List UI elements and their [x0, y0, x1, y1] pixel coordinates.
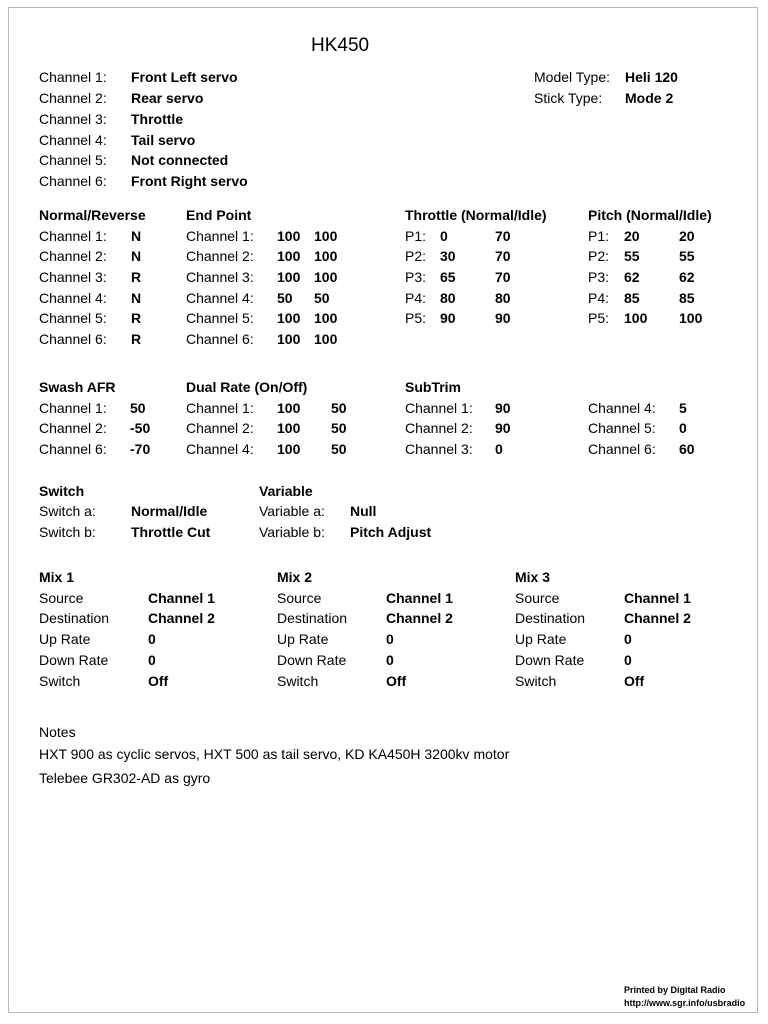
row-value-a: 100 — [277, 400, 301, 416]
channel-value: Front Left servo — [131, 69, 238, 85]
row-value-a: 90 — [440, 310, 456, 326]
row-label: Channel 3: — [186, 269, 254, 285]
row-label: Channel 6: — [39, 331, 107, 347]
row-label: Channel 2: — [39, 420, 107, 436]
row-value-b: 50 — [331, 441, 347, 457]
row-value: 0 — [386, 631, 394, 647]
row-label: Channel 2: — [186, 420, 254, 436]
row-label: Up Rate — [277, 631, 329, 647]
row-value: 90 — [495, 400, 511, 416]
row-label: Channel 5: — [588, 420, 656, 436]
row-value: N — [131, 228, 142, 244]
page-title: HK450 — [311, 35, 370, 56]
channel-label: Channel 6: — [39, 173, 107, 189]
row-value-a: 100 — [277, 420, 301, 436]
row-value: Channel 1 — [624, 590, 691, 606]
row-value: -70 — [130, 441, 151, 457]
row-value: 0 — [624, 652, 632, 668]
section-heading: Mix 2 — [277, 569, 313, 585]
channel-value: Throttle — [131, 111, 184, 127]
row-label: Channel 6: — [39, 441, 107, 457]
row-value-b: 70 — [495, 248, 511, 264]
row-label: Switch — [39, 673, 81, 689]
row-label: Channel 1: — [186, 400, 254, 416]
section-heading: Throttle (Normal/Idle) — [405, 207, 547, 223]
row-label: Channel 2: — [39, 248, 107, 264]
channel-value: Front Right servo — [131, 173, 248, 189]
row-value: Channel 2 — [386, 610, 453, 626]
row-label: Channel 3: — [39, 269, 107, 285]
row-label: Channel 1: — [186, 228, 254, 244]
row-label: Up Rate — [39, 631, 91, 647]
footer-url: http://www.sgr.info/usbradio — [624, 998, 746, 1008]
row-label: Source — [515, 590, 560, 606]
section-heading: SubTrim — [405, 379, 462, 395]
row-label: Up Rate — [515, 631, 567, 647]
row-value-b: 50 — [314, 290, 330, 306]
row-value-b: 90 — [495, 310, 511, 326]
row-value: Off — [624, 673, 645, 689]
channel-value: Not connected — [131, 152, 229, 168]
row-value-a: 80 — [440, 290, 456, 306]
row-label: Down Rate — [515, 652, 585, 668]
section-heading: Variable — [259, 483, 313, 499]
row-value: 0 — [495, 441, 503, 457]
row-label: Channel 4: — [39, 290, 107, 306]
channel-value: Tail servo — [131, 132, 196, 148]
row-label: P5: — [405, 310, 427, 326]
notes-heading: Notes — [39, 724, 76, 740]
row-value: Off — [148, 673, 169, 689]
row-value-b: 100 — [314, 228, 338, 244]
row-value: Pitch Adjust — [350, 524, 432, 540]
row-value: N — [131, 248, 142, 264]
row-value: 0 — [679, 420, 687, 436]
row-value-a: 85 — [624, 290, 640, 306]
row-value: Channel 2 — [624, 610, 691, 626]
row-value: 5 — [679, 400, 687, 416]
row-label: Channel 2: — [405, 420, 473, 436]
row-value-a: 100 — [277, 310, 301, 326]
channel-label: Channel 4: — [39, 132, 107, 148]
row-value: 0 — [148, 631, 156, 647]
row-label: Channel 1: — [39, 400, 107, 416]
row-value-a: 65 — [440, 269, 456, 285]
row-value-b: 100 — [314, 331, 338, 347]
row-label: Down Rate — [277, 652, 347, 668]
row-label: Channel 4: — [186, 441, 254, 457]
row-value-b: 100 — [314, 248, 338, 264]
row-value: -50 — [130, 420, 151, 436]
section-heading: Pitch (Normal/Idle) — [588, 207, 712, 223]
row-label: Down Rate — [39, 652, 109, 668]
row-value: Channel 1 — [386, 590, 453, 606]
row-label: P3: — [588, 269, 610, 285]
row-label: P2: — [588, 248, 610, 264]
setup-sheet — [8, 7, 758, 1013]
row-value-a: 100 — [277, 331, 301, 347]
row-label: Channel 5: — [39, 310, 107, 326]
row-value-b: 80 — [495, 290, 511, 306]
channel-value: Rear servo — [131, 90, 204, 106]
section-heading: Switch — [39, 483, 85, 499]
row-label: P2: — [405, 248, 427, 264]
row-value-a: 20 — [624, 228, 640, 244]
section-heading: Dual Rate (On/Off) — [186, 379, 308, 395]
row-value: 0 — [148, 652, 156, 668]
row-value-a: 100 — [277, 228, 301, 244]
section-heading: Normal/Reverse — [39, 207, 146, 223]
row-label: P3: — [405, 269, 427, 285]
channel-label: Channel 5: — [39, 152, 107, 168]
row-value: Throttle Cut — [131, 524, 211, 540]
row-value: 0 — [624, 631, 632, 647]
row-value: Channel 1 — [148, 590, 215, 606]
row-label: Source — [39, 590, 84, 606]
row-value-a: 100 — [624, 310, 648, 326]
row-value-a: 0 — [440, 228, 448, 244]
row-value-b: 55 — [679, 248, 695, 264]
row-label: Switch — [515, 673, 557, 689]
row-label: Destination — [515, 610, 586, 626]
row-value: R — [131, 310, 142, 326]
row-label: Variable b: — [259, 524, 325, 540]
row-label: P1: — [588, 228, 610, 244]
row-value: 0 — [386, 652, 394, 668]
row-label: P5: — [588, 310, 610, 326]
row-value-a: 62 — [624, 269, 640, 285]
row-value: R — [131, 269, 142, 285]
row-label: Switch a: — [39, 503, 96, 519]
row-value: Off — [386, 673, 407, 689]
row-value-b: 70 — [495, 269, 511, 285]
row-label: Channel 1: — [405, 400, 473, 416]
row-label: Variable a: — [259, 503, 325, 519]
row-label: P4: — [588, 290, 610, 306]
row-label: Channel 6: — [588, 441, 656, 457]
notes-line: Telebee GR302-AD as gyro — [39, 770, 211, 786]
row-label: P1: — [405, 228, 427, 244]
row-value-b: 100 — [314, 269, 338, 285]
printed-by: Printed by Digital Radio — [624, 985, 726, 995]
row-value: Normal/Idle — [131, 503, 208, 519]
row-label: Destination — [277, 610, 348, 626]
row-value: 60 — [679, 441, 695, 457]
section-heading: Mix 3 — [515, 569, 551, 585]
row-value-b: 100 — [314, 310, 338, 326]
row-value-a: 100 — [277, 441, 301, 457]
section-heading: End Point — [186, 207, 252, 223]
row-label: P4: — [405, 290, 427, 306]
row-value: N — [131, 290, 142, 306]
row-label: Channel 3: — [405, 441, 473, 457]
row-value: Channel 2 — [148, 610, 215, 626]
row-value: 50 — [130, 400, 146, 416]
row-value-b: 100 — [679, 310, 703, 326]
row-value-a: 50 — [277, 290, 293, 306]
row-value: Null — [350, 503, 377, 519]
row-value-b: 50 — [331, 420, 347, 436]
row-value-b: 20 — [679, 228, 695, 244]
row-label: Channel 6: — [186, 331, 254, 347]
row-value: 90 — [495, 420, 511, 436]
row-label: Destination — [39, 610, 110, 626]
model-type-value: Heli 120 — [625, 69, 678, 85]
row-label: Channel 1: — [39, 228, 107, 244]
row-value: R — [131, 331, 142, 347]
model-type-label: Model Type: — [534, 69, 611, 85]
row-label: Channel 2: — [186, 248, 254, 264]
notes-line: HXT 900 as cyclic servos, HXT 500 as tail servo, KD KA450H 3200kv motor — [39, 746, 510, 762]
row-value-a: 55 — [624, 248, 640, 264]
row-label: Channel 4: — [588, 400, 656, 416]
section-heading: Swash AFR — [39, 379, 116, 395]
row-value-a: 100 — [277, 248, 301, 264]
row-value-b: 85 — [679, 290, 695, 306]
channel-label: Channel 2: — [39, 90, 107, 106]
row-value-a: 100 — [277, 269, 301, 285]
row-label: Channel 4: — [186, 290, 254, 306]
row-label: Source — [277, 590, 322, 606]
row-value-a: 30 — [440, 248, 456, 264]
row-value-b: 70 — [495, 228, 511, 244]
row-value-b: 62 — [679, 269, 695, 285]
channel-label: Channel 3: — [39, 111, 107, 127]
stick-type-value: Mode 2 — [625, 90, 674, 106]
row-label: Switch b: — [39, 524, 96, 540]
section-heading: Mix 1 — [39, 569, 75, 585]
row-value-b: 50 — [331, 400, 347, 416]
channel-label: Channel 1: — [39, 69, 107, 85]
row-label: Switch — [277, 673, 319, 689]
stick-type-label: Stick Type: — [534, 90, 603, 106]
row-label: Channel 5: — [186, 310, 254, 326]
